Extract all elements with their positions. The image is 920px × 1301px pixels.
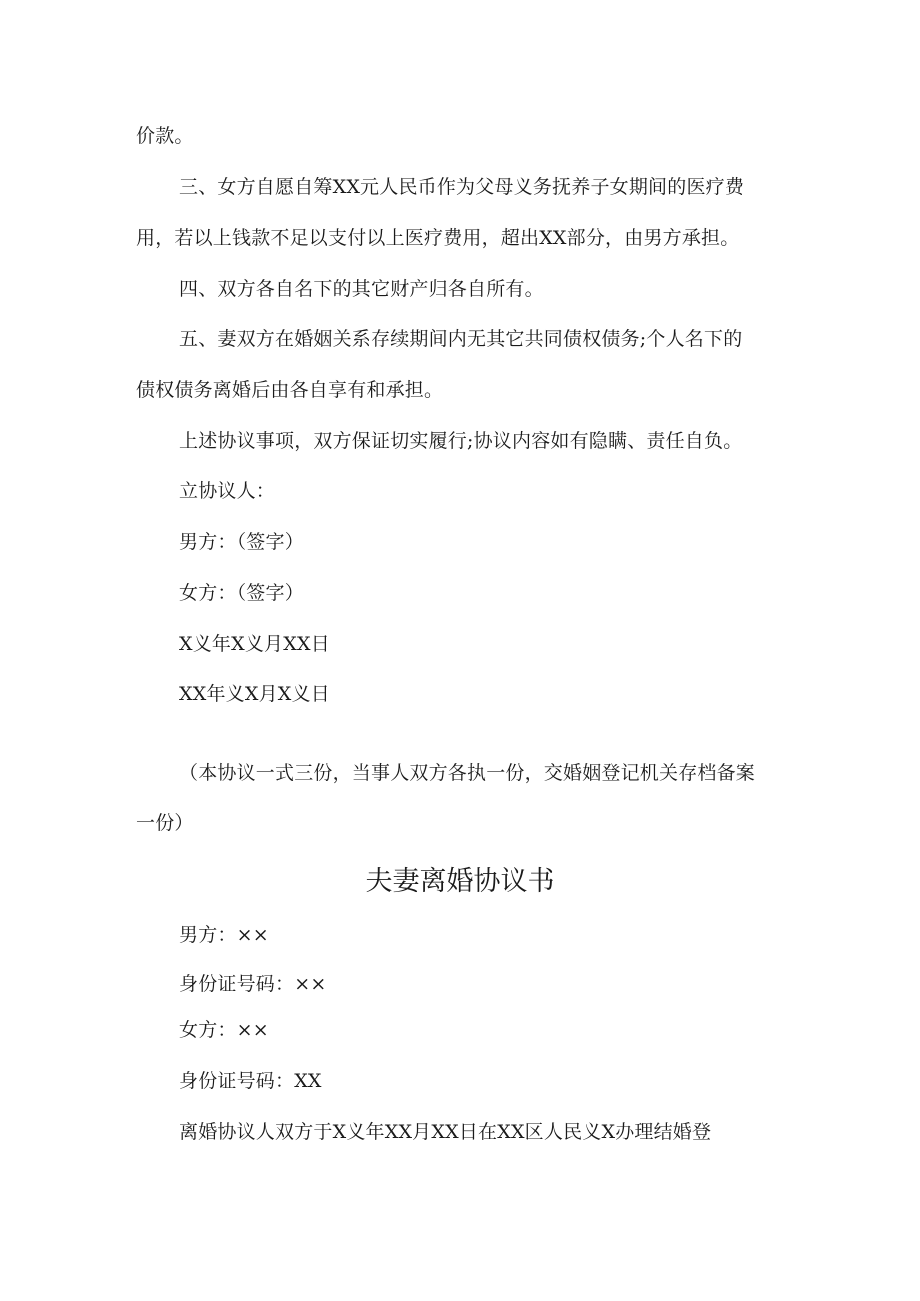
- signature-line-female: 女方：（签字）: [179, 582, 304, 604]
- paragraph-line: 用，若以上钱款不足以支付以上医疗费用，超出XX部分，由男方承担。: [136, 227, 740, 249]
- signature-line-male: 男方：（签字）: [179, 531, 304, 553]
- paragraph-line: 立协议人：: [179, 480, 276, 502]
- paragraph-line: 债权债务离婚后由各自享有和承担。: [136, 379, 444, 401]
- paragraph-line: 三、女方自愿自筹XX元人民币作为父母义务抚养子女期间的医疗费: [179, 176, 745, 198]
- paragraph-line: 一份）: [136, 812, 194, 834]
- paragraph-line: 五、妻双方在婚姻关系存续期间内无其它共同债权债务;个人名下的: [179, 328, 743, 350]
- party-line: 男方：××: [179, 924, 269, 946]
- party-line: 女方：××: [179, 1019, 269, 1041]
- document-title: 夫妻离婚协议书: [365, 866, 555, 897]
- date-line: X义年X义月XX日: [179, 633, 330, 655]
- paragraph-line: 价款。: [136, 125, 194, 147]
- party-line: 身份证号码：××: [179, 973, 327, 995]
- paragraph-line: 上述协议事项，双方保证切实履行;协议内容如有隐瞒、责任自负。: [179, 430, 743, 452]
- paragraph-line: 离婚协议人双方于X义年XX月XX日在XX区人民义X办理结婚登: [179, 1121, 712, 1143]
- paragraph-line: 四、双方各自名下的其它财产归各自所有。: [179, 278, 544, 300]
- paragraph-line: （本协议一式三份，当事人双方各执一份，交婚姻登记机关存档备案: [179, 762, 756, 784]
- party-line: 身份证号码：XX: [179, 1070, 322, 1092]
- date-line: XX年义X月X义日: [179, 683, 330, 705]
